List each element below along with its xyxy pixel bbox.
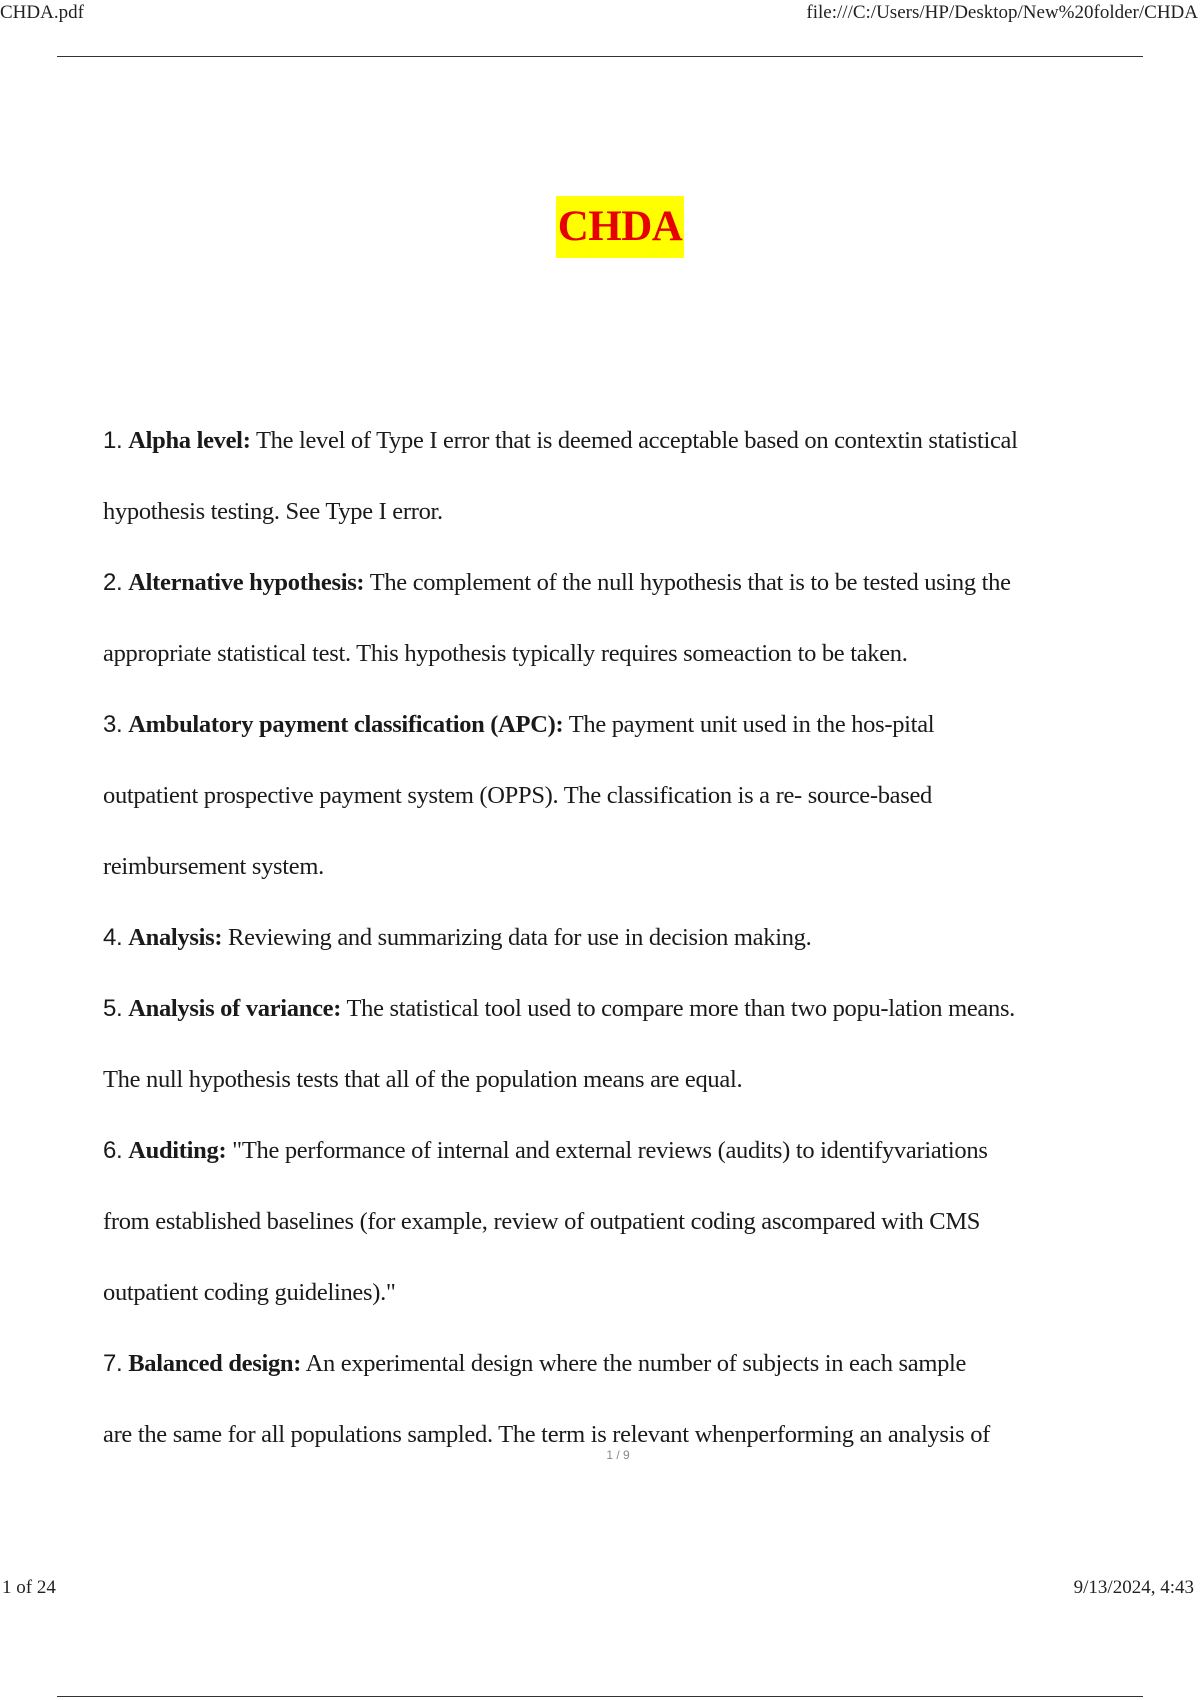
entry-number: 3. (103, 711, 123, 738)
glossary-content (103, 405, 1133, 1470)
entry-definition-line: An experimental design where the number of subjects in each sample (305, 1350, 967, 1377)
glossary-entry-alternative-hypothesis (103, 547, 1133, 618)
entry-definition-line: The complement of the null hypothesis that is to be tested using the (369, 569, 1011, 596)
glossary-entry-alpha-level (103, 405, 1133, 476)
entry-definition-line: reimbursement system. (103, 853, 324, 880)
glossary-entry-balanced-design (103, 1328, 1133, 1399)
header-divider (57, 56, 1143, 57)
entry-number: 1. (103, 427, 123, 454)
entry-number: 4. (103, 924, 123, 951)
title-container (0, 196, 1200, 258)
glossary-entry-auditing (103, 1115, 1133, 1186)
glossary-entry-analysis-of-variance (103, 973, 1133, 1044)
entry-term: Alpha level: (128, 427, 251, 454)
entry-term: Analysis: (128, 924, 223, 951)
entry-definition-line: Reviewing and summarizing data for use in decision making. (228, 924, 812, 951)
entry-term: Auditing: (128, 1137, 227, 1164)
entry-term: Analysis of variance: (128, 995, 342, 1022)
glossary-entry-analysis (103, 902, 1133, 973)
print-header-url: file:///C:/Users/HP/Desktop/New%20folder/CHDA (806, 2, 1198, 23)
entry-definition-line: The payment unit used in the hos-pital (568, 711, 935, 738)
entry-term: Alternative hypothesis: (128, 569, 365, 596)
entry-definition-line: The statistical tool used to compare more than two popu-lation means. (346, 995, 1015, 1022)
entry-definition-line: from established baselines (for example, review of outpatient coding ascompared with CMS (103, 1208, 981, 1235)
print-footer-page: 1 of 24 (2, 1577, 56, 1598)
entry-definition-line: outpatient coding guidelines)." (103, 1279, 396, 1306)
entry-number: 5. (103, 995, 123, 1022)
entry-definition-line: are the same for all populations sampled. The term is relevant whenperforming an analysis of (103, 1421, 991, 1448)
entry-definition-line: outpatient prospective payment system (OPPS). The classification is a re- source-based (103, 782, 932, 809)
entry-definition-line: "The performance of internal and external reviews (audits) to identifyvariations (232, 1137, 988, 1164)
entry-number: 2. (103, 569, 123, 596)
print-footer-datetime: 9/13/2024, 4:43 (1073, 1577, 1194, 1598)
entry-definition-line: The null hypothesis tests that all of the population means are equal. (103, 1066, 743, 1093)
entry-definition-line: hypothesis testing. See Type I error. (103, 498, 443, 525)
entry-number: 6. (103, 1137, 123, 1164)
entry-number: 7. (103, 1350, 123, 1377)
entry-term: Ambulatory payment classification (APC): (128, 711, 564, 738)
glossary-entry-apc (103, 689, 1133, 760)
entry-definition-line: The level of Type I error that is deemed acceptable based on contextin statistical (255, 427, 1018, 454)
entry-definition-line: appropriate statistical test. This hypothesis typically requires someaction to be taken. (103, 640, 908, 667)
print-header-title: CHDA.pdf (0, 2, 84, 23)
page-indicator: 1 / 9 (606, 1448, 630, 1462)
footer-divider (57, 1696, 1143, 1697)
document-title: CHDA (556, 196, 685, 258)
entry-term: Balanced design: (128, 1350, 302, 1377)
